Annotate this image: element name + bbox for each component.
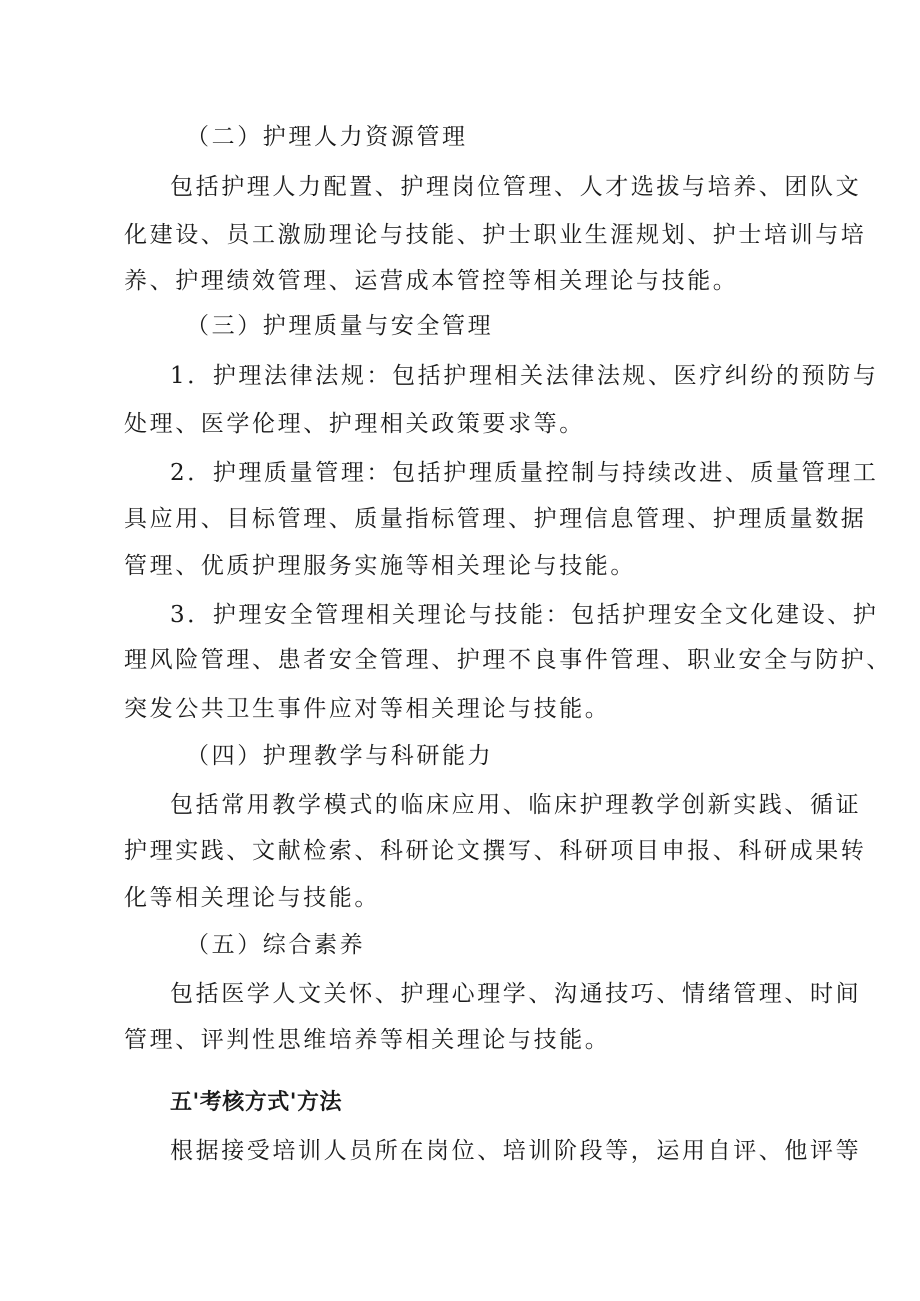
section-heading-4: （四）护理教学与科研能力: [186, 743, 494, 769]
list-item-line: 理风险管理、患者安全管理、护理不良事件管理、职业安全与防护、: [124, 647, 892, 673]
list-item-line: 具应用、目标管理、质量指标管理、护理信息管理、护理质量数据: [124, 506, 867, 532]
list-item-line: 处理、医学伦理、护理相关政策要求等。: [124, 411, 585, 437]
paragraph-line: 化建设、员工激励理论与技能、护士职业生涯规划、护士培训与培: [124, 222, 867, 248]
list-item-line: 3．护理安全管理相关理论与技能：包括护理安全文化建设、护: [170, 602, 879, 628]
paragraph-line: 护理实践、文献检索、科研论文撰写、科研项目申报、科研成果转: [124, 838, 867, 864]
paragraph-line: 包括医学人文关怀、护理心理学、沟通技巧、情绪管理、时间: [170, 981, 862, 1007]
paragraph-line: 化等相关理论与技能。: [124, 885, 380, 911]
paragraph-line: 管理、评判性思维培养等相关理论与技能。: [124, 1027, 611, 1053]
section-heading-2: （二）护理人力资源管理: [186, 124, 468, 150]
paragraph-line: 根据接受培训人员所在岗位、培训阶段等，运用自评、他评等: [170, 1138, 862, 1164]
paragraph-line: 包括护理人力配置、护理岗位管理、人才选拔与培养、团队文: [170, 174, 862, 200]
part-heading-5: 五'考核方式'方法: [170, 1090, 342, 1115]
list-item-line: 突发公共卫生事件应对等相关理论与技能。: [124, 696, 611, 722]
section-heading-3: （三）护理质量与安全管理: [186, 313, 494, 339]
list-item-line: 2．护理质量管理：包括护理质量控制与持续改进、质量管理工: [170, 460, 879, 486]
paragraph-line: 包括常用教学模式的临床应用、临床护理教学创新实践、循证: [170, 792, 862, 818]
list-item-line: 1．护理法律法规：包括护理相关法律法规、医疗纠纷的预防与: [170, 363, 879, 389]
list-item-line: 管理、优质护理服务实施等相关理论与技能。: [124, 553, 636, 579]
section-heading-5: （五）综合素养: [186, 932, 366, 958]
paragraph-line: 养、护理绩效管理、运营成本管控等相关理论与技能。: [124, 268, 739, 294]
